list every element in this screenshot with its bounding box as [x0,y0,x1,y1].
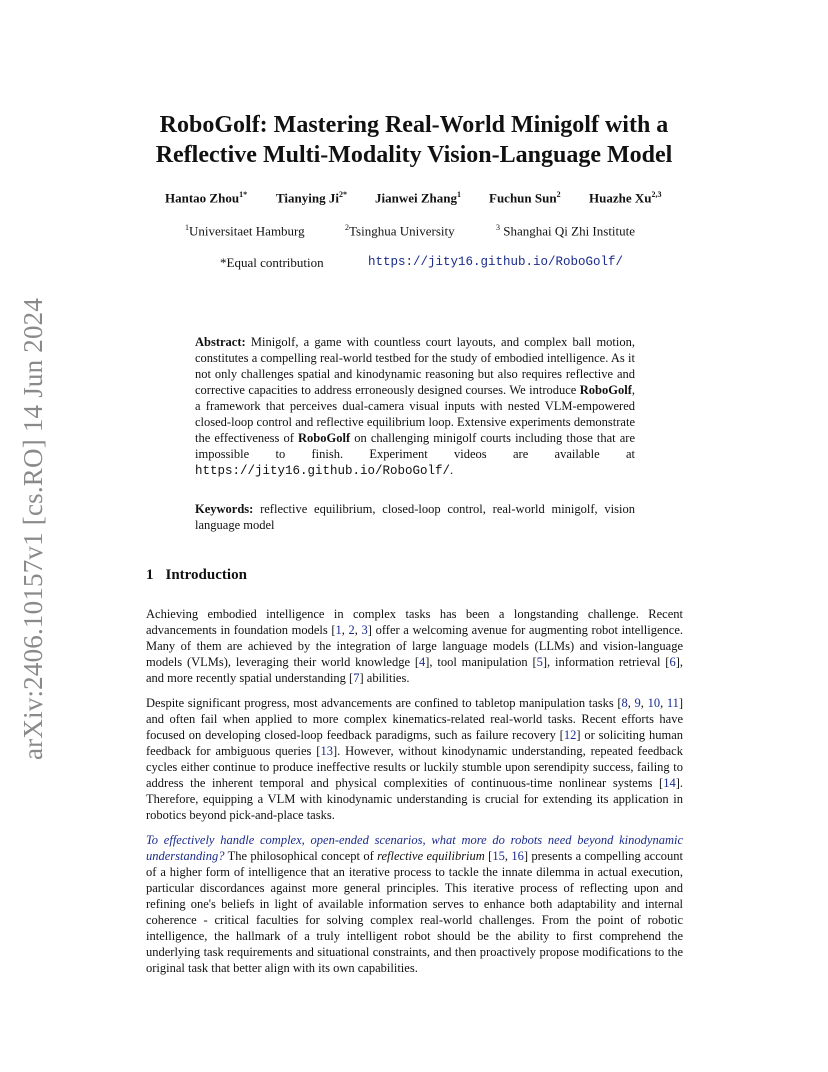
robogolf-name: RoboGolf [579,383,632,397]
arxiv-side-label: arXiv:2406.10157v1 [cs.RO] 14 Jun 2024 [18,297,48,760]
research-question: To effectively handle complex, open-ended scenarios, what more do robots need beyond kinodynamic understanding? [146,833,683,863]
author: Hantao Zhou$^{1*}$ [165,190,248,206]
robogolf-name: RoboGolf [298,431,351,445]
citation-link[interactable]: 16 [511,849,524,863]
paragraph-2: Despite significant progress, most advancements are confined to tabletop manipulation tasks [8, 9, 10, 11] and often fail when applied to more complex kinematics-related real-world tasks. Recent efforts have focused on developing closed-loop feedback paradigms, such as failure recovery [12] or soliciting human feedback for ambiguous queries [13]. However, without kinodynamic understanding, repeated feedback cycles either continue to produce ineffective results or luckily stumble upon serendipity success, failing to address the inherent temporal and physical complexities of continuous-time nonlinear systems [14]. Therefore, equipping a VLM with kinodynamic understanding is crucial for extending its application in robotics beyond pick-and-place tasks. [146,696,684,822]
citation-link[interactable]: 5 [536,655,543,669]
section-number: 1 [146,567,154,583]
section-heading [146,567,247,584]
author: Jianwei Zhang$^1$ [375,190,461,206]
affiliation: $^1$Universitaet Hamburg [185,223,305,239]
citation-link[interactable]: 15 [492,849,505,863]
affiliation: $^2$Tsinghua University [345,223,455,239]
equal-contribution-note: *Equal contribution [220,255,324,270]
abstract-label: Abstract: [195,335,246,349]
citation-link[interactable]: 1 [335,623,342,637]
section-title: Introduction [165,567,247,583]
author: Tianying $Ji^{2*}$ [276,190,347,206]
paper-title [0,110,828,170]
key-term: reflective equilibrium [377,849,485,863]
citation-link[interactable]: 12 [563,728,577,742]
citation-link[interactable]: 14 [663,776,676,790]
keywords: Keywords: reflective equilibrium, closed-loop control, real-world minigolf, vision language model [195,502,635,532]
author: Fuchun Sun$^2$ [489,190,561,206]
citation-link[interactable]: 6 [669,655,676,669]
keywords-label: Keywords: [195,502,254,516]
citation-link[interactable]: 11 [666,696,679,710]
title-line-1: RoboGolf: Mastering Real-World Minigolf with a [159,112,669,138]
abstract: Abstract: Minigolf, a game with countless court layouts, and complex ball motion, constitutes a compelling real-world testbed for the study of embodied intelligence. As it not only challenges spatial and kinodynamic reasoning but also requires reflective and corrective capacities to address erroneously designed courses. We introduce RoboGolf, a framework that perceives dual-camera visual inputs with nested VLM-empowered closed-loop control and reflective equilibrium loop. Extensive experiments demonstrate the effectiveness of RoboGolf on challenging minigolf courts including those that are impossible to finish. Experiment videos are available at https://jity16.github.io/RoboGolf/. [195,335,635,478]
citation-link[interactable]: 3 [361,623,368,637]
paragraph-3: To effectively handle complex, open-ended scenarios, what more do robots need beyond kinodynamic understanding? The philosophical concept of reflective equilibrium [15, 16] presents a compelling account of a higher form of intelligence that an iterative process to tackle the innate dilemma in actual execution, particular discordances against more general principles. This iterative process of reflecting upon and refining one's beliefs in light of available information serves to enhance both adaptability and internal coherence - critical faculties for solving complex real-world challenges. From the point of robotic intelligence, the hallmark of a truly intelligent robot should be the ability to first comprehend the underlying task requirements and situational constraints, and then proactively propose modifications to the original task that better align with its own capabilities. [146,833,683,975]
title-line-2: Reflective Multi-Modality Vision-Language Model [155,142,673,168]
affiliation: $^3$ Shanghai Qi Zhi Institute [496,223,636,239]
citation-link[interactable]: 2 [348,623,355,637]
abstract-url-link[interactable]: https://jity16.github.io/RoboGolf/ [195,464,451,478]
citation-link[interactable]: 4 [419,655,426,669]
citation-link[interactable]: 9 [634,696,641,710]
citation-link[interactable]: 8 [621,696,628,710]
author: Huazhe Xu$^{2,3}$ [589,190,662,206]
citation-link[interactable]: 7 [353,671,360,685]
paragraph-1: Achieving embodied intelligence in complex tasks has been a longstanding challenge. Recent advancements in foundation models [1, 2, 3] offer a welcoming avenue for augmenting robot intelligence. Many of them are achieved by the integration of large language models (LLMs) and vision-language models (VLMs), leveraging their world knowledge [4], tool manipulation [5], information retrieval [6], and more recently spatial understanding [7] abilities. [146,607,684,685]
citation-link[interactable]: 13 [320,744,333,758]
citation-link[interactable]: 10 [647,696,661,710]
project-url-link[interactable]: https://jity16.github.io/RoboGolf/ [368,255,624,269]
